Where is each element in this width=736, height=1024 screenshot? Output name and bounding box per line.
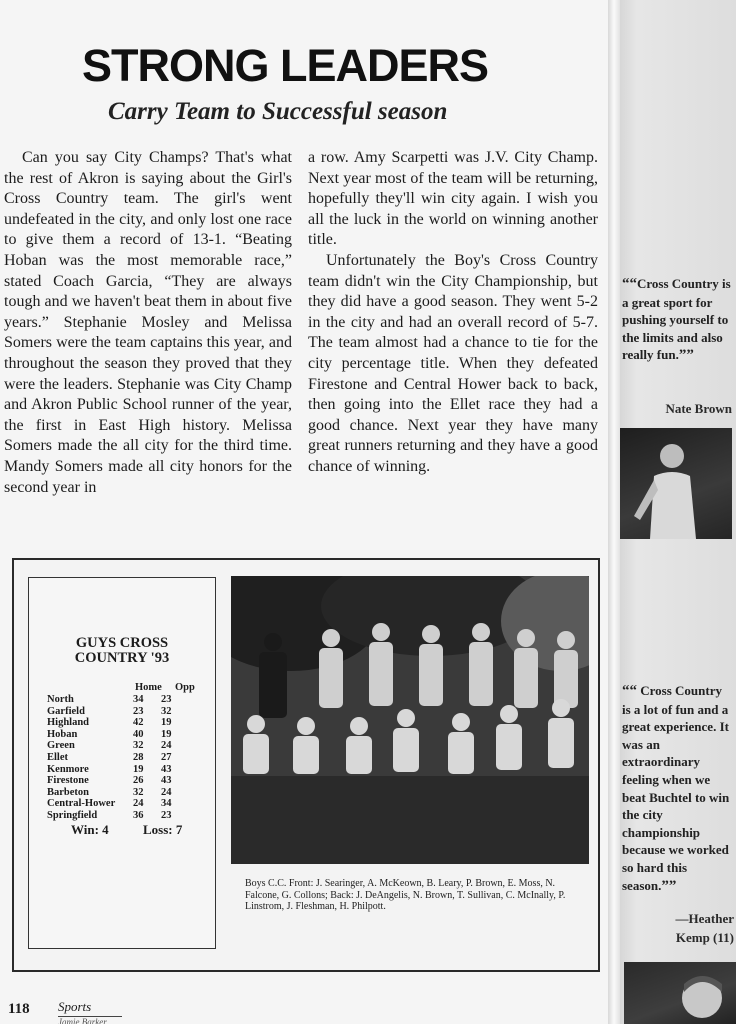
scoreboard-opp-score: 34 (161, 798, 172, 810)
close-quote-mark: ”” (661, 877, 677, 894)
sidebar-attribution-1: Nate Brown (665, 401, 732, 416)
page-gutter (608, 0, 620, 1024)
scoreboard-home-score: 26 (133, 775, 144, 787)
scoreboard-home-score: 28 (133, 751, 144, 763)
writer-credit: Jamie Barker (58, 1017, 107, 1024)
scoreboard-home-score: 40 (133, 728, 144, 740)
scoreboard-team: Hoban (47, 728, 78, 740)
sidebar-quote-2-text: Cross Country is a lot of fun and a great experience. It was an extraordinary feeling when we beat Buchtel to win the city championship because we worked so hard this season. (622, 683, 730, 893)
scoreboard-opp-score: 23 (161, 809, 172, 821)
scoreboard-opp-score: 43 (161, 763, 172, 775)
scoreboard-col-home: Home (135, 682, 162, 693)
open-quote-mark: ““ (622, 276, 637, 292)
team-photo (231, 576, 589, 864)
scoreboard-home-score: 36 (133, 809, 144, 821)
section-label: Sports (58, 999, 92, 1014)
scoreboard-home-score: 42 (133, 717, 144, 729)
sidebar-quote-1 (622, 275, 732, 365)
scoreboard-row (47, 717, 207, 729)
scoreboard-team: Firestone (47, 775, 89, 787)
headline-title: STRONG LEADERS (82, 40, 489, 91)
scoreboard-opp-score: 23 (161, 694, 172, 705)
article-column-2 (308, 148, 598, 478)
scoreboard-opp-score: 24 (161, 740, 172, 752)
scoreboard-row (47, 787, 207, 799)
scoreboard-team: Ellet (47, 751, 68, 763)
scoreboard-row (47, 798, 207, 810)
scoreboard-rows (47, 694, 207, 822)
scoreboard-row (47, 810, 207, 822)
open-quote-mark: ““ (622, 683, 637, 699)
scoreboard-opp-score: 19 (161, 728, 172, 740)
scoreboard-home-score: 32 (133, 740, 144, 752)
scoreboard-row (47, 694, 207, 706)
scoreboard-loss: Loss: 7 (143, 822, 183, 837)
runner-photo-2 (624, 962, 736, 1024)
scoreboard-opp-score: 32 (161, 705, 172, 717)
scoreboard-home-score: 34 (133, 694, 144, 705)
scoreboard-team: Springfield (47, 809, 98, 821)
scoreboard-opp-score: 27 (161, 751, 172, 763)
sidebar-attribution-2-line1: —Heather (675, 911, 734, 926)
close-quote-mark: ”” (678, 347, 694, 364)
photo-caption: Boys C.C. Front: J. Searinger, A. McKeown, B. Leary, P. Brown, E. Moss, N. Falcone, G. Collons; Back: J. DeAngelis, N. Brown, T. Sullivan, C. McInally, P. Linstrom, J. Fleshman, H. Philpott. (245, 878, 566, 912)
scoreboard-home-score: 32 (133, 786, 144, 798)
sidebar-quote-2 (622, 682, 732, 895)
sidebar-attribution-2 (636, 909, 734, 947)
scoreboard-team: Kenmore (47, 763, 89, 775)
scoreboard-title-line2: COUNTRY '93 (74, 650, 170, 666)
scoreboard-win: Win: 4 (71, 822, 109, 837)
scoreboard-home-score: 23 (133, 705, 144, 717)
scoreboard-team: Central-Hower (47, 798, 116, 810)
scoreboard-home-score: 19 (133, 763, 144, 775)
scoreboard-team: Green (47, 740, 75, 752)
article-paragraph: Unfortunately the Boy's Cross Country team didn't win the City Championship, but they did have a good season. They went 5-2 in the city and had an overall record of 5-7. The team almost had a chance to tie for the city percentage title. When they defeated Firestone and Central Hower back to back, then going into the Ellet race they had a good chance. Next year they have many great runners returning and they have a good chance of winning. (308, 251, 598, 475)
scoreboard-team: Barbeton (47, 786, 89, 798)
scoreboard-opp-score: 19 (161, 717, 172, 729)
scoreboard-row (47, 764, 207, 776)
scoreboard-row (47, 752, 207, 764)
scoreboard-team: North (47, 694, 74, 705)
scoreboard (28, 577, 216, 949)
scoreboard-title (29, 636, 215, 666)
scoreboard-col-opp: Opp (175, 682, 195, 693)
scoreboard-team: Highland (47, 717, 90, 729)
article-paragraph: Can you say City Champs? That's what the rest of Akron is saying about the Girl's Cross Country team. The girl's went undefeated in the city, and only lost one race to give them a record of 13-1. “Beating Hoban was the most memorable race,” stated Coach Garcia, “They are always tough and we haven't beat them in about five years.” Stephanie Mosley and Melissa Somers were the team captains this year, and throughout the season they proved that they were the leaders. Stephanie was City Champ and Akron Public School runner of the year, the first in East High history. Melissa Somers made the all city for the third time. Mandy Somers made all city honors for the second year in (4, 149, 292, 496)
scoreboard-opp-score: 43 (161, 775, 172, 787)
scoreboard-row (47, 729, 207, 741)
article-paragraph: a row. Amy Scarpetti was J.V. City Champ. Next year most of the team will be returning, hopefully they'll win city again. I wish you all the luck in the world on winning another title. (308, 149, 598, 249)
headline-subtitle: Carry Team to Successful season (108, 98, 448, 125)
scoreboard-opp-score: 24 (161, 786, 172, 798)
sidebar-attribution-2-line2: Kemp (11) (675, 930, 734, 945)
scoreboard-team: Garfield (47, 705, 85, 717)
scoreboard-row (47, 706, 207, 718)
article-column-1 (4, 148, 292, 498)
runner-photo-1 (620, 428, 732, 539)
page-number: 118 (8, 1001, 30, 1017)
sidebar-quote-1-text: Cross Country is a great sport for pushing yourself to the limits and also really fun. (622, 276, 731, 363)
scoreboard-title-line1: GUYS CROSS (75, 635, 169, 651)
scoreboard-home-score: 24 (133, 798, 144, 810)
scoreboard-row (47, 740, 207, 752)
scoreboard-row (47, 775, 207, 787)
